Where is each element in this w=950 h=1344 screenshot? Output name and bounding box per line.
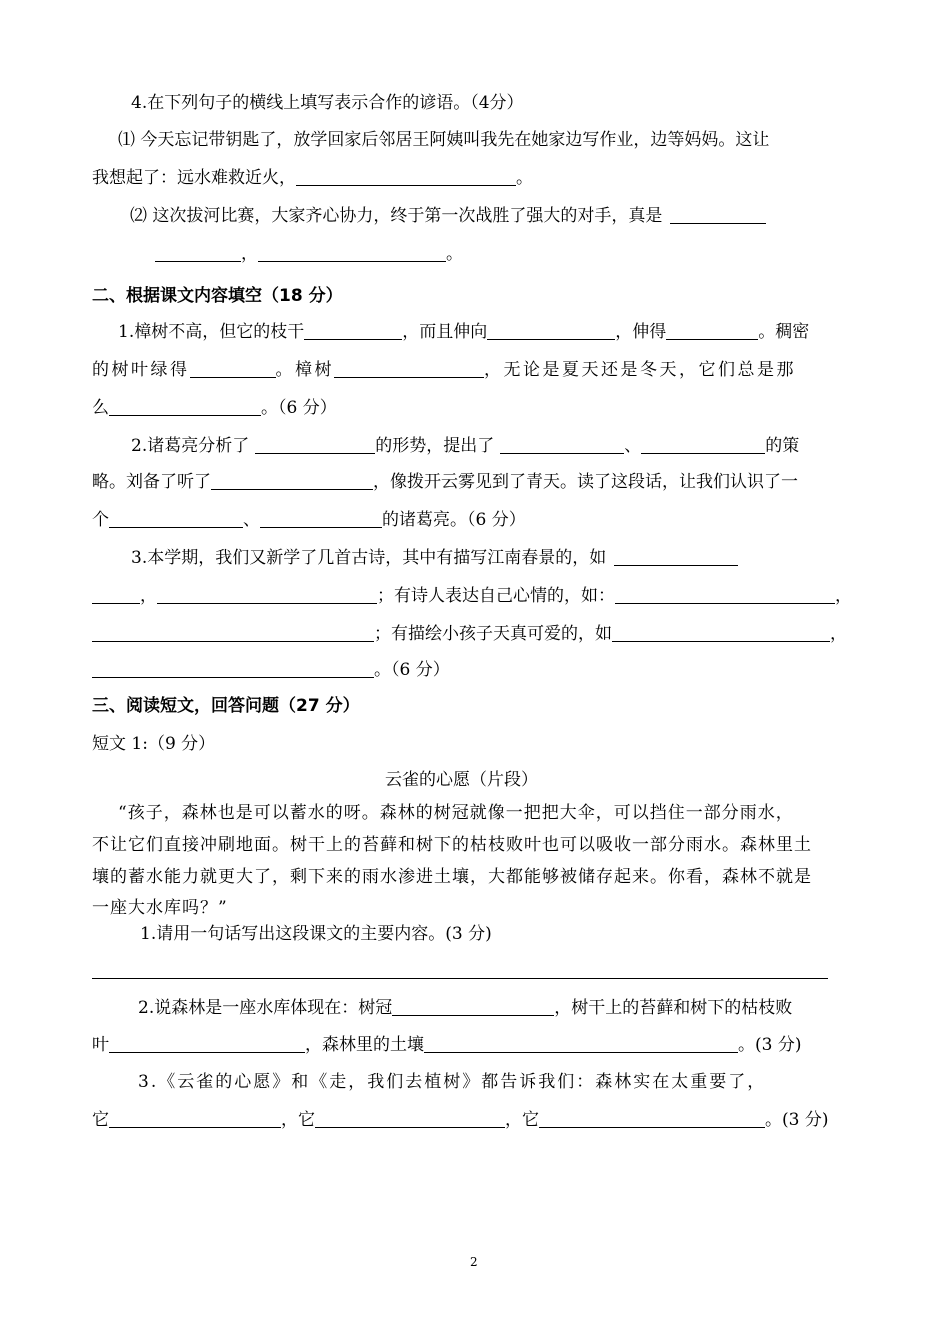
s2-q1-blank-3[interactable] <box>666 321 758 340</box>
s3-q3-text-a: 它 <box>92 1110 109 1130</box>
s2-q3-line3 <box>92 622 847 646</box>
s2-q3-comma-2: ， <box>835 586 852 606</box>
q4-s1-line2 <box>92 166 533 190</box>
s3-q2-blank-2[interactable] <box>109 1034 305 1053</box>
q4-s1-line1: ⑴ 今天忘记带钥匙了，放学回家后邻居王阿姨叫我先在她家边写作业，边等妈妈。这让 <box>118 130 770 150</box>
s2-q3-text-c: ；有描绘小孩子天真可爱的，如 <box>374 624 612 644</box>
s3-q2-text-c: 叶 <box>92 1035 109 1055</box>
s2-q3-blank-1[interactable] <box>614 547 738 566</box>
s2-q3-blank-5[interactable] <box>92 623 374 642</box>
s2-q3-blank-7[interactable] <box>92 659 374 678</box>
s3-q2-line2 <box>92 1033 801 1057</box>
s3-q2-line1 <box>138 996 792 1020</box>
s2-q1-blank-4[interactable] <box>190 359 276 378</box>
s2-q2-line3 <box>92 508 526 532</box>
s2-q1-text-c: ，伸得 <box>615 322 667 342</box>
s2-q2-text-f: ，像拨开云雾见到了青天。读了这段话，让我们认识了一 <box>373 472 798 492</box>
s2-q2-text-g: 个 <box>92 510 109 530</box>
s3-q2-score: 。(3 分) <box>738 1035 802 1055</box>
s3-q1-answer-line[interactable] <box>92 978 828 979</box>
s3-q3-blank-2[interactable] <box>315 1109 505 1128</box>
s3-q3-text-c: ，它 <box>505 1110 539 1130</box>
s2-q3-line4 <box>92 658 450 682</box>
q4-s2-line2 <box>155 242 463 266</box>
s2-q1-blank-1[interactable] <box>304 321 402 340</box>
s3-q2-text-b: ，树干上的苔藓和树下的枯枝败 <box>554 998 793 1018</box>
passage-line-4: 一座大水库吗？” <box>92 898 228 918</box>
s2-q3-blank-3[interactable] <box>157 585 377 604</box>
s3-q3-blank-1[interactable] <box>109 1109 281 1128</box>
s3-q3-line1: 3.《云雀的心愿》和《走，我们去植树》都告诉我们：森林实在太重要了， <box>138 1072 767 1092</box>
s2-q3-line1 <box>131 546 738 570</box>
s3-q2-blank-1[interactable] <box>392 997 554 1016</box>
passage-title: 云雀的心愿（片段） <box>385 770 538 790</box>
s2-q1-text-h: 么 <box>92 398 109 418</box>
s3-q3-text-b: ，它 <box>281 1110 315 1130</box>
s2-q1-line1 <box>118 320 809 344</box>
s2-q2-blank-3[interactable] <box>641 435 765 454</box>
s2-q2-text-a: 2.诸葛亮分析了 <box>131 436 250 456</box>
s2-q1-blank-6[interactable] <box>109 397 261 416</box>
s3-q1: 1.请用一句话写出这段课文的主要内容。(3 分) <box>140 924 492 944</box>
s2-q2-text-e: 略。刘备了听了 <box>92 472 211 492</box>
q4-s2-line1 <box>130 204 766 228</box>
s3-q2-text-d: ，森林里的土壤 <box>305 1035 424 1055</box>
s2-q1-text-f: 。樟树 <box>275 360 334 380</box>
s2-q2-text-h: 、 <box>243 510 260 530</box>
q4-s2-blank-2[interactable] <box>155 243 241 262</box>
s2-q1-text-d: 。稠密 <box>758 322 810 342</box>
s2-q2-line1 <box>131 434 799 458</box>
s2-q2-text-b: 的形势，提出了 <box>375 436 495 456</box>
passage-label: 短文 1:（9 分） <box>92 734 216 754</box>
s2-q1-text-g: ，无论是夏天还是冬天，它们总是那 <box>484 360 796 380</box>
s3-q3-blank-3[interactable] <box>539 1109 765 1128</box>
s2-q2-blank-5[interactable] <box>109 509 243 528</box>
page-number: 2 <box>470 1255 478 1269</box>
s2-q3-blank-4[interactable] <box>615 585 835 604</box>
s2-q1-blank-5[interactable] <box>334 359 484 378</box>
s2-q3-text-b: ；有诗人表达自己心情的，如： <box>377 586 615 606</box>
s3-q3-line2 <box>92 1108 828 1132</box>
q4-s2-text: ⑵ 这次拔河比赛，大家齐心协力，终于第一次战胜了强大的对手，真是 <box>130 206 663 226</box>
s2-q2-blank-2[interactable] <box>500 435 624 454</box>
s2-q3-blank-6[interactable] <box>612 623 830 642</box>
s2-q2-blank-6[interactable] <box>260 509 382 528</box>
q4-s1-blank[interactable] <box>296 167 516 186</box>
s2-q3-text-a: 3.本学期，我们又新学了几首古诗，其中有描写江南春景的，如 <box>131 548 607 568</box>
s2-q1-text-e: 的树叶绿得 <box>92 360 190 380</box>
s2-q3-line2 <box>92 584 852 608</box>
s3-q2-text-a: 2.说森林是一座水库体现在：树冠 <box>138 998 393 1018</box>
passage-line-3: 壤的蓄水能力就更大了，剩下来的雨水渗进土壤，大都能够被储存起来。你看，森林不就是 <box>92 867 812 887</box>
s2-q1-blank-2[interactable] <box>487 321 615 340</box>
s2-q2-text-d: 的策 <box>765 436 800 456</box>
section3-title: 三、阅读短文，回答问题（27 分） <box>92 696 360 716</box>
s3-q3-score: 。(3 分) <box>765 1110 829 1130</box>
s2-q1-text-a: 1.樟树不高，但它的枝干 <box>118 322 305 342</box>
section2-title: 二、根据课文内容填空（18 分） <box>92 286 343 306</box>
s2-q3-comma-1: ， <box>140 586 157 606</box>
passage-line-2: 不让它们直接冲刷地面。树干上的苔藓和树下的枯枝败叶也可以吸收一部分雨水。森林里土 <box>92 835 812 855</box>
q4-s2-blank-3[interactable] <box>258 243 446 262</box>
s2-q2-line2 <box>92 470 798 494</box>
s2-q3-score: 。（6 分） <box>374 660 450 680</box>
q4-s1-text: 我想起了：远水难救近火， <box>92 168 296 188</box>
s2-q1-line3 <box>92 396 337 420</box>
s2-q1-text-b: ，而且伸向 <box>402 322 488 342</box>
s2-q3-comma-3: ， <box>830 624 847 644</box>
q4-prompt: 4.在下列句子的横线上填写表示合作的谚语。（4分） <box>131 93 524 113</box>
s2-q1-score: 。（6 分） <box>261 398 337 418</box>
passage-line-1: “孩子，森林也是可以蓄水的呀。森林的树冠就像一把把大伞，可以挡住一部分雨水， <box>118 803 794 823</box>
q4-s2-comma: ， <box>241 244 258 264</box>
s2-q2-score: 的诸葛亮。（6 分） <box>382 510 526 530</box>
s2-q2-blank-4[interactable] <box>211 471 373 490</box>
q4-s2-blank-1[interactable] <box>670 205 766 224</box>
q4-s1-end: 。 <box>516 168 533 188</box>
q4-s2-end: 。 <box>446 244 463 264</box>
s2-q3-blank-2[interactable] <box>92 585 140 604</box>
s2-q1-line2 <box>92 358 796 382</box>
s2-q2-text-c: 、 <box>624 436 642 456</box>
s2-q2-blank-1[interactable] <box>255 435 375 454</box>
s3-q2-blank-3[interactable] <box>424 1034 738 1053</box>
